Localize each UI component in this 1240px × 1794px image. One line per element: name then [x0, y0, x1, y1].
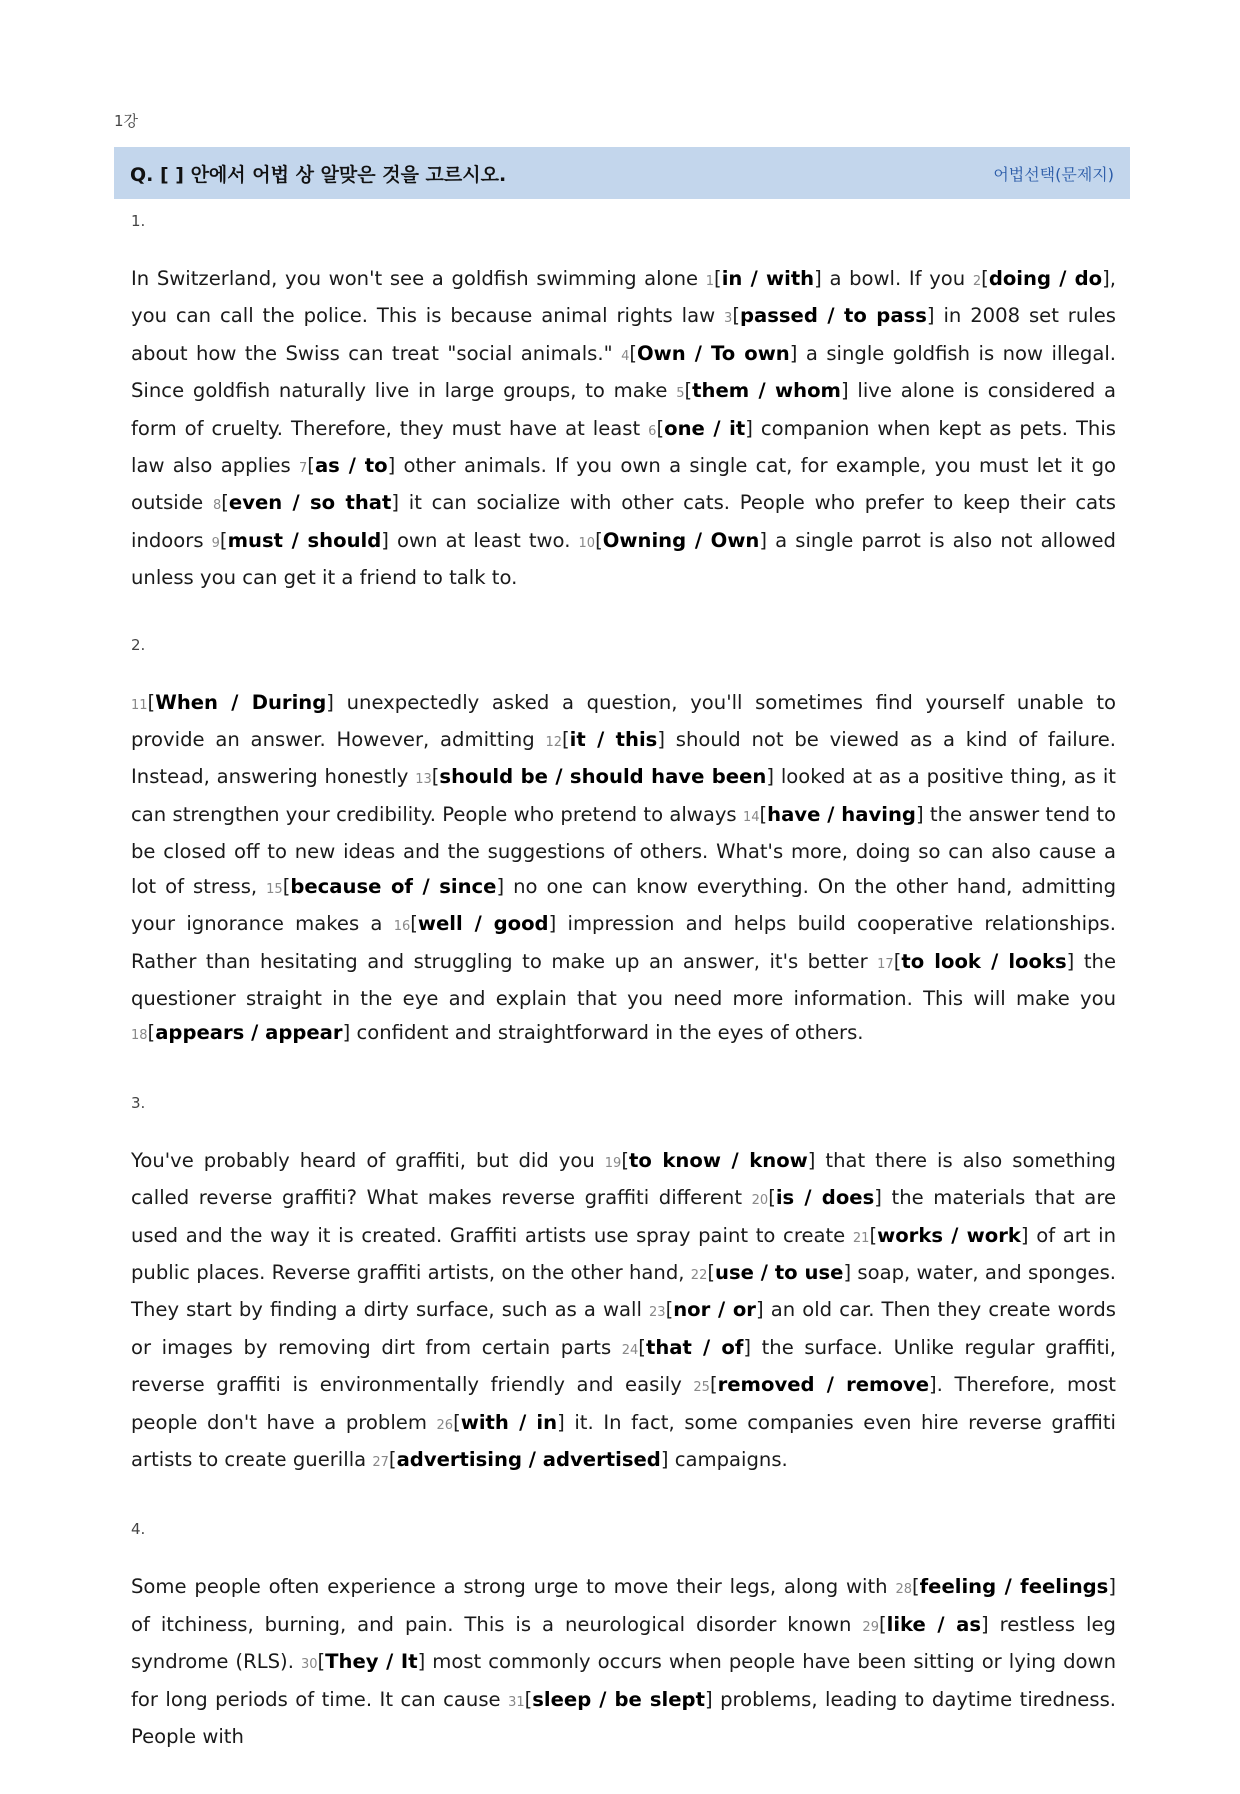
passage-text [131, 686, 1116, 1054]
blank-number: 24 [621, 1342, 639, 1358]
blank-number: 9 [211, 535, 220, 551]
choice-options: in / with [721, 267, 815, 290]
choice-blank: 13[should be / should have been] [415, 765, 774, 789]
choice-blank: 16[well / good] [393, 912, 557, 936]
choice-options: that / of [645, 1335, 744, 1359]
choice-blank: 6[one / it] [648, 416, 753, 440]
choice-blank: 15[because of / since] [266, 874, 505, 898]
blank-number: 12 [545, 735, 563, 751]
choice-options: appears / appear [155, 1021, 343, 1045]
blank-number: 11 [131, 697, 148, 713]
passage-text-run: restless leg syndrome (RLS). [131, 1612, 1116, 1674]
choice-options: sleep / be slept [532, 1687, 705, 1711]
blank-number: 31 [508, 1694, 525, 1710]
choice-options: as / to [314, 454, 388, 478]
choice-blank: 14[have / having] [742, 802, 924, 826]
question-instruction: Q. [ ] 안에서 어법 상 알맞은 것을 고르시오. [130, 163, 507, 186]
blank-number: 25 [693, 1380, 710, 1396]
passage-text-run: You've probably heard of graffiti, but did you [131, 1148, 605, 1172]
choice-options: must / should [227, 528, 382, 552]
passage-text-run: an old car. Then they create words or images by removing dirt from certain parts [131, 1298, 1116, 1359]
choice-options: Owning / Own [602, 528, 760, 552]
choice-blank: 10[Owning / Own] [578, 528, 768, 552]
choice-options: feeling / feelings [919, 1575, 1109, 1599]
passage-text-run: should not be viewed as a kind of failure. Instead, answering honestly [131, 728, 1116, 789]
blank-number: 30 [300, 1657, 318, 1673]
blank-number: 29 [862, 1619, 879, 1635]
blank-number: 19 [604, 1155, 622, 1171]
choice-blank: 20[is / does] [751, 1186, 882, 1210]
choice-blank: 2[doing / do] [972, 267, 1110, 290]
blank-number: 20 [751, 1193, 769, 1209]
passage-block-3 [131, 1094, 1116, 1481]
choice-options: should be / should have been [439, 765, 767, 789]
choice-blank: 31[sleep / be slept] [508, 1687, 713, 1711]
choice-options: use / to use [715, 1260, 844, 1284]
passage-text-run: no one can know everything. On the other hand, admitting your ignorance makes a [131, 874, 1117, 936]
passage-text-run: the surface. Unlike regular graffiti, reverse graffiti is environmentally friendly and easily [131, 1335, 1116, 1397]
blank-number: 18 [131, 1028, 148, 1044]
passage-text-run: unexpectedly asked a question, you'll sometimes find yourself unable to provide an answer. However, admitting [131, 690, 1116, 752]
blank-number: 21 [852, 1230, 870, 1246]
choice-options: Own / To own [637, 341, 790, 365]
blank-number: 6 [648, 423, 657, 439]
passage-text-run: the answer tend to be closed off to new ideas and the suggestions of others. What's more, doing so can also cause a lot of stress, [131, 802, 1116, 898]
passage-text [131, 1144, 1116, 1481]
choice-blank: 19[to know / know] [604, 1148, 816, 1172]
blank-number: 17 [877, 956, 894, 972]
choice-options: them / whom [692, 379, 841, 403]
passage-text [131, 262, 1116, 596]
passages-container [131, 208, 1116, 1794]
passage-text-run: that there is also something called reverse graffiti? What makes reverse graffiti different [131, 1148, 1116, 1210]
passage-text-run: of itchiness, burning, and pain. This is a neurological disorder known [131, 1612, 863, 1636]
choice-blank: 27[advertising / advertised] [372, 1447, 669, 1471]
passage-text-run: a single goldfish is now illegal. Since goldfish naturally live in large groups, to make [131, 341, 1117, 403]
choice-blank: 26[with / in] [436, 1410, 565, 1434]
passage-text-run: a bowl. If you [821, 267, 973, 290]
blank-number: 26 [436, 1417, 454, 1433]
blank-number: 7 [299, 461, 308, 477]
blank-number: 10 [578, 535, 596, 551]
passage-text-run: a single parrot is also not allowed unless you can get it a friend to talk to. [131, 528, 1116, 590]
passage-text-run: In Switzerland, you won't see a goldfish swimming alone [131, 267, 706, 290]
choice-blank: 7[as / to] [299, 454, 396, 478]
blank-number: 22 [690, 1267, 708, 1283]
worksheet-type-tag: 어법선택(문제지) [993, 164, 1114, 184]
passage-block-2 [131, 636, 1116, 1054]
blank-number: 27 [372, 1454, 389, 1470]
blank-number: 1 [705, 274, 715, 289]
choice-blank: 3[passed / to pass] [724, 304, 935, 328]
passage-text [131, 1570, 1116, 1754]
passage-number: 1. [131, 212, 146, 230]
blank-number: 16 [393, 919, 411, 935]
passage-text-run: impression and helps build cooperative relationships. Rather than hesitating and struggling to make up an answer, it's better [131, 912, 1116, 973]
passage-number: 2. [131, 635, 146, 654]
blank-number: 8 [212, 498, 222, 514]
choice-options: nor / or [673, 1298, 756, 1322]
passage-text-run: most commonly occurs when people have been sitting or lying down for long periods of time. It can cause [131, 1650, 1116, 1711]
choice-options: advertising / advertised [396, 1447, 661, 1471]
choice-blank: 25[removed / remove] [693, 1373, 937, 1397]
passage-block-1 [131, 212, 1116, 596]
choice-blank: 23[nor / or] [649, 1298, 764, 1322]
passage-text-run: soap, water, and sponges. They start by finding a dirty surface, such as a wall [131, 1260, 1117, 1322]
passage-text-run: problems, leading to daytime tiredness. People with [131, 1687, 1117, 1748]
choice-options: with / in [460, 1410, 558, 1434]
passage-text-run: other animals. If you own a single cat, for example, you must let it go outside [131, 454, 1116, 515]
choice-blank: 21[works / work] [852, 1223, 1029, 1247]
blank-number: 13 [415, 772, 432, 788]
passage-text-run: the materials that are used and the way it is created. Graffiti artists use spray paint to create [131, 1186, 1116, 1247]
blank-number: 5 [676, 386, 685, 402]
blank-number: 14 [742, 809, 760, 825]
lesson-label: 1강 [114, 112, 139, 130]
choice-options: it / this [569, 728, 658, 752]
choice-blank: 28[feeling / feelings] [895, 1575, 1116, 1599]
choice-options: even / so that [228, 491, 392, 515]
passage-text-run: it can socialize with other cats. People who prefer to keep their cats indoors [131, 491, 1116, 552]
choice-options: like / as [886, 1612, 981, 1636]
passage-text-run: companion when kept as pets. This law also applies [131, 416, 1116, 478]
passage-text-run: live alone is considered a form of cruelty. Therefore, they must have at least [131, 379, 1116, 440]
choice-blank: 24[that / of] [621, 1335, 752, 1359]
choice-options: When / During [155, 690, 327, 714]
choice-options: one / it [664, 416, 746, 440]
choice-blank: 12[it / this] [545, 728, 666, 752]
choice-blank: 18[appears / appear] [131, 1021, 351, 1045]
passage-text-run: in 2008 set rules about how the Swiss can treat "social animals." [131, 304, 1116, 365]
choice-options: They / It [325, 1650, 418, 1674]
passage-text-run: . Therefore, most people don't have a problem [131, 1373, 1116, 1434]
choice-blank: 1[in / with] [705, 267, 822, 290]
question-header [114, 147, 1130, 199]
blank-number: 28 [895, 1582, 912, 1598]
blank-number: 15 [266, 881, 283, 897]
choice-options: removed / remove [717, 1373, 929, 1397]
passage-number: 4. [131, 1520, 146, 1539]
choice-blank: 4[Own / To own] [621, 341, 798, 365]
passage-text-run: the questioner straight in the eye and explain that you need more information. This will make you [131, 949, 1116, 1010]
choice-options: well / good [417, 912, 549, 936]
choice-blank: 5[them / whom] [676, 379, 849, 403]
passage-text-run: Some people often experience a strong urge to move their legs, along with [131, 1575, 896, 1599]
passage-text-run: of art in public places. Reverse graffiti artists, on the other hand, [131, 1223, 1116, 1284]
choice-options: because of / since [290, 874, 497, 898]
passage-text-run: campaigns. [668, 1447, 788, 1471]
passage-text-run: confident and straightforward in the eyes of others. [350, 1021, 864, 1045]
choice-options: doing / do [988, 267, 1103, 290]
passage-number: 3. [131, 1093, 146, 1112]
passage-text-run: looked at as a positive thing, as it can strengthen your credibility. People who pretend to always [131, 765, 1116, 826]
passage-text-run: own at least two. [388, 528, 579, 552]
blank-number: 4 [621, 348, 630, 364]
choice-blank: 17[to look / looks] [877, 949, 1075, 973]
choice-blank: 30[They / It] [300, 1650, 426, 1674]
choice-blank: 11[When / During] [131, 690, 334, 714]
choice-options: works / work [877, 1223, 1021, 1247]
blank-number: 3 [724, 311, 733, 327]
choice-blank: 29[like / as] [862, 1612, 989, 1636]
blank-number: 23 [649, 1305, 666, 1321]
choice-options: to look / looks [901, 949, 1067, 973]
choice-options: passed / to pass [739, 304, 927, 328]
choice-options: have / having [767, 802, 916, 826]
choice-blank: 9[must / should] [211, 528, 389, 552]
choice-options: is / does [775, 1186, 875, 1210]
choice-options: to know / know [628, 1148, 808, 1172]
passage-text-run: , you can call the police. This is because animal rights law [131, 267, 1117, 328]
blank-number: 2 [972, 274, 982, 289]
choice-blank: 8[even / so that] [212, 491, 400, 515]
passage-text-run: it. In fact, some companies even hire reverse graffiti artists to create guerilla [131, 1410, 1116, 1471]
passage-block-4 [131, 1520, 1116, 1754]
choice-blank: 22[use / to use] [690, 1260, 852, 1284]
